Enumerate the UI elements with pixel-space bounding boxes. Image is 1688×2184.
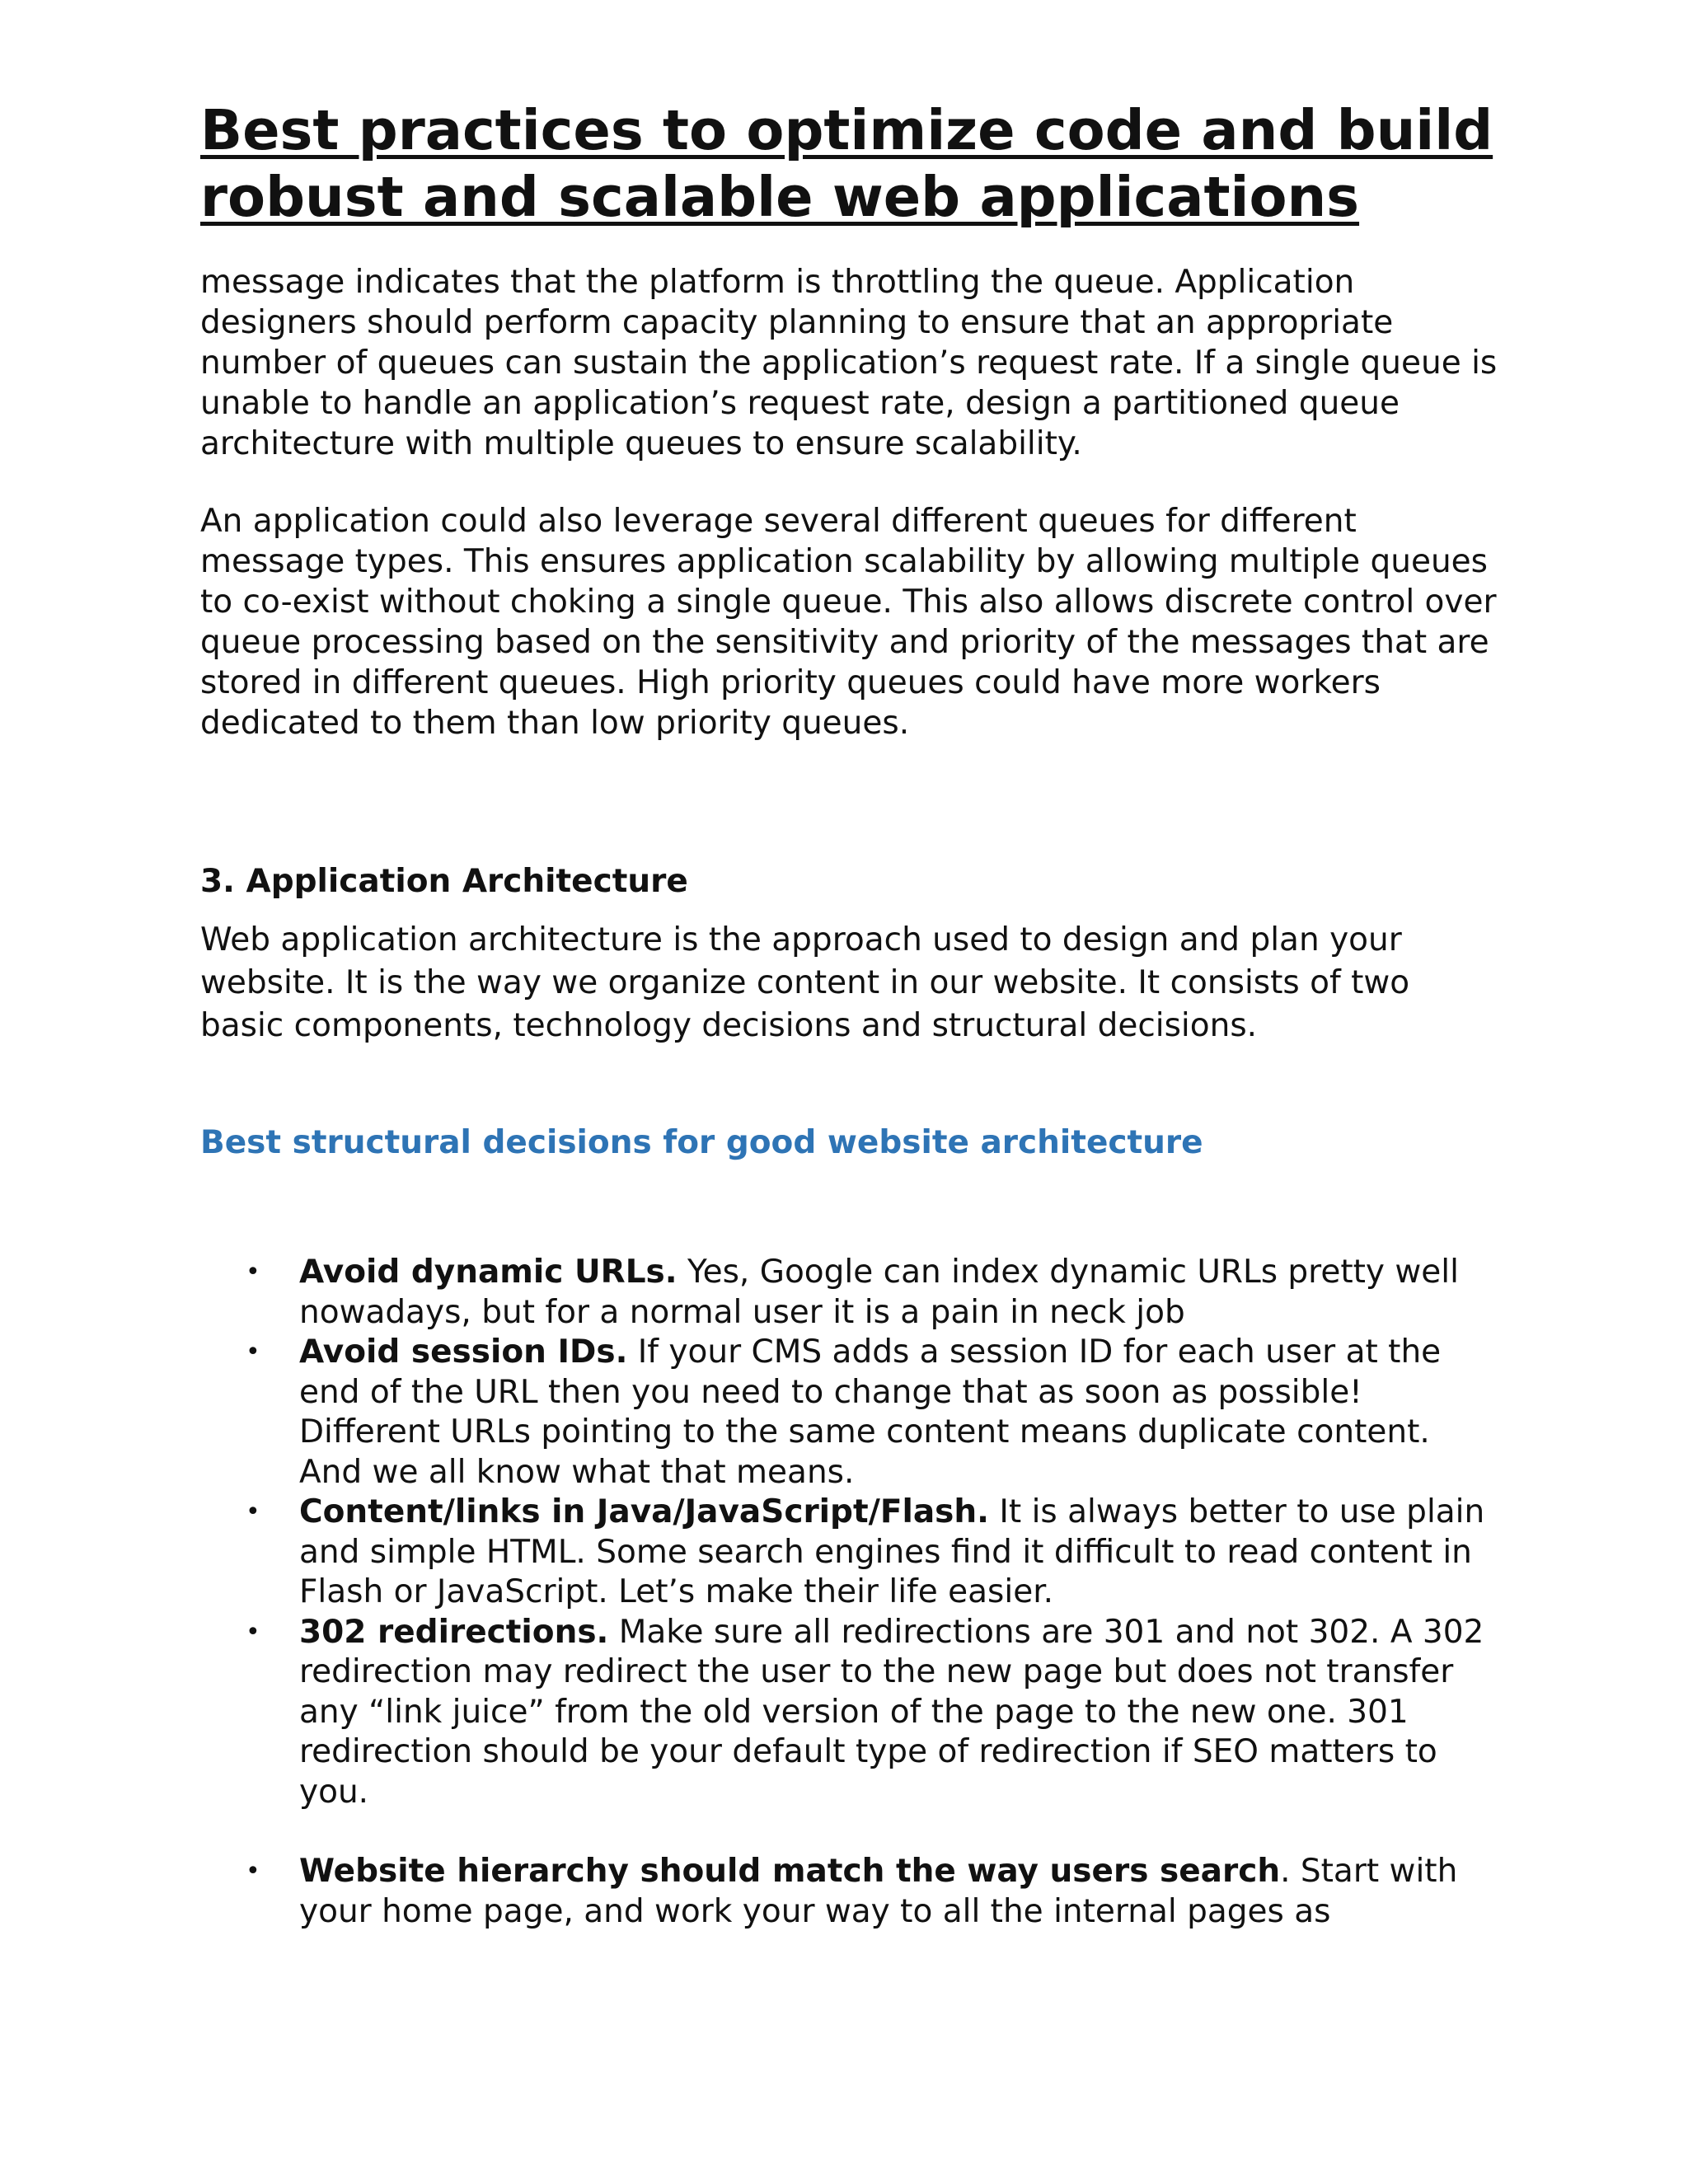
bullet-lead: Content/links in Java/JavaScript/Flash. <box>299 1493 989 1530</box>
bullet-icon: • <box>246 1857 260 1886</box>
bullet-icon: • <box>246 1617 260 1647</box>
document-page <box>200 97 1503 1932</box>
bullet-text: It is always better to use plain and simple HTML. Some search engines find it difficult to read content in Flash or JavaScript. Let’s make their life easier. <box>299 1493 1485 1610</box>
bullet-text: . Start with your home page, and work your way to all the internal pages as <box>299 1853 1458 1930</box>
bullet-lead: 302 redirections. <box>299 1613 609 1651</box>
bullet-lead: Avoid session IDs. <box>299 1333 628 1371</box>
bullet-list <box>200 1253 1503 1932</box>
body-paragraph: An application could also leverage several different queues for different message types. This ensures application scalability by allowing multiple queues to co-exist without choking a single queue. This also allows discrete control over queue processing based on the sensitivity and priority of the messages that are stored in different queues. High priority queues could have more workers dedicated to them than low priority queues. <box>200 503 1497 742</box>
bullet-lead: Website hierarchy should match the way users search <box>299 1853 1281 1890</box>
list-item <box>200 1333 1503 1493</box>
bullet-text: Yes, Google can index dynamic URLs pretty well nowadays, but for a normal user it is a pain in neck job <box>299 1254 1459 1331</box>
bullet-text: Make sure all redirections are 301 and not 302. A 302 redirection may redirect the user to the new page but does not transfer any “link juice” from the old version of the page to the new one. 301 redirection should be your default type of redirection if SEO matters to you. <box>299 1613 1484 1811</box>
body-paragraph: message indicates that the platform is throttling the queue. Application designers should perform capacity planning to ensure that an appropriate number of queues can sustain the application’s request rate. If a single queue is unable to handle an application’s request rate, design a partitioned queue architecture with multiple queues to ensure scalability. <box>200 264 1498 462</box>
bullet-text: If your CMS adds a session ID for each user at the end of the URL then you need to change that as soon as possible! Different URLs pointing to the same content means duplicate content. And we all know what that means. <box>299 1333 1442 1491</box>
list-item <box>200 1493 1503 1613</box>
sub-heading: Best structural decisions for good website architecture <box>200 1124 1203 1161</box>
section-paragraph: Web application architecture is the approach used to design and plan your website. It is the way we organize content in our website. It consists of two basic components, technology decisions and structural decisions. <box>200 921 1410 1044</box>
bullet-icon: • <box>246 1258 260 1286</box>
list-item <box>200 1613 1503 1813</box>
bullet-icon: • <box>246 1338 260 1366</box>
document-title: Best practices to optimize code and build robust and scalable web applications <box>200 98 1493 229</box>
bullet-lead: Avoid dynamic URLs. <box>299 1254 678 1291</box>
section-heading: 3. Application Architecture <box>200 863 688 900</box>
list-item <box>200 1253 1503 1333</box>
list-item <box>200 1852 1503 1932</box>
bullet-icon: • <box>246 1497 260 1526</box>
